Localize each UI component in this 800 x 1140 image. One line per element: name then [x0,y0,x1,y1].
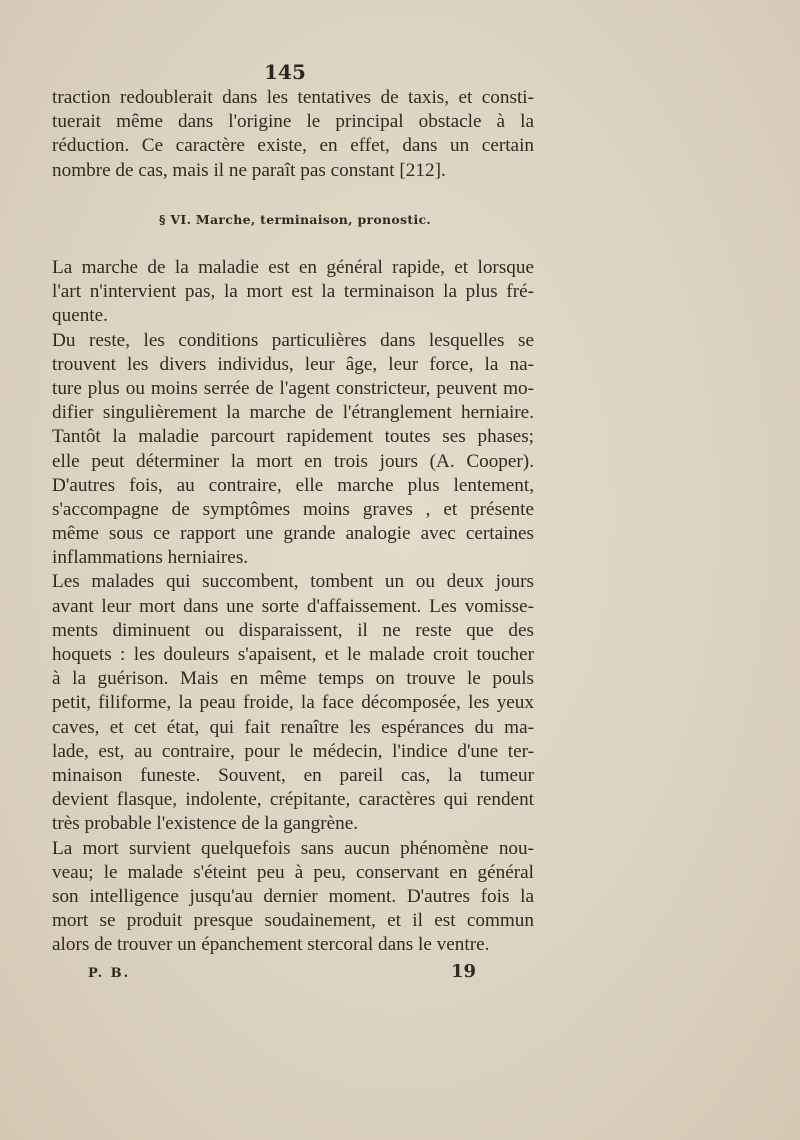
text-line: très probable l'existence de la gangrène. [52,813,359,835]
text-line: Du reste, les conditions particulières dans lesquelles se [52,329,534,351]
text-line: caves, et cet état, qui fait renaître les espérances du ma- [52,716,534,738]
text-line: ments diminuent ou disparaissent, il ne reste que des [52,619,534,641]
footer-sheet-number: 19 [451,961,477,982]
section-body [52,256,534,957]
text-line: difier singulièrement la marche de l'étranglement herniaire. [52,402,534,424]
text-line: traction redoublerait dans les tentatives de taxis, et consti- [52,87,534,108]
text-line: Les malades qui succombent, tombent un ou deux jours [52,571,534,593]
text-line: alors de trouver un épanchement stercoral dans le ventre. [52,934,490,956]
text-line: avant leur mort dans une sorte d'affaissement. Les vomisse- [52,595,534,617]
text-line: réduction. Ce caractère existe, en effet, dans un certain [52,135,534,157]
text-line: devient flasque, indolente, crépitante, caractères qui rendent [52,789,534,811]
text-line: elle peut déterminer la mort en trois jours (A. Cooper). [52,450,534,472]
footer-signature: P. B. [88,966,131,981]
section-heading: § VI. Marche, terminaison, pronostic. [158,212,432,227]
text-line: l'art n'intervient pas, la mort est la terminaison la plus fré- [52,281,534,303]
paragraph-continuation [52,86,534,183]
text-line: tuerait même dans l'origine le principal obstacle à la [52,111,534,133]
text-line: son intelligence jusqu'au dernier moment. D'autres fois la [52,885,534,907]
text-line: ture plus ou moins serrée de l'agent constricteur, peuvent mo- [52,377,534,399]
text-line: s'accompagne de symptômes moins graves , et présente [52,498,534,520]
text-line: quente. [52,305,108,327]
text-line: La mort survient quelquefois sans aucun phénomène nou- [52,837,534,859]
text-line: à la guérison. Mais en même temps on trouve le pouls [52,668,534,690]
text-line: mort se produit presque soudainement, et il est commun [52,910,534,932]
text-line: inflammations herniaires. [52,547,249,569]
text-line: trouvent les divers individus, leur âge, leur force, la na- [52,353,534,375]
text-line: nombre de cas, mais il ne paraît pas constant [212]. [52,159,446,181]
text-line: Tantôt la maladie parcourt rapidement toutes ses phases; [52,426,534,448]
text-line: minaison funeste. Souvent, en pareil cas, la tumeur [52,764,534,786]
page-number: 145 [264,60,306,84]
text-line: petit, filiforme, la peau froide, la face décomposée, les yeux [52,692,534,714]
text-line: La marche de la maladie est en général rapide, et lorsque [52,257,534,278]
text-line: hoquets : les douleurs s'apaisent, et le malade croit toucher [52,644,534,665]
text-line: même sous ce rapport une grande analogie avec certaines [52,523,534,545]
text-line: lade, est, au contraire, pour le médecin, l'indice d'une ter- [52,740,534,762]
text-line: veau; le malade s'éteint peu à peu, conservant en général [52,861,534,883]
text-line: D'autres fois, au contraire, elle marche plus lentement, [52,474,534,496]
